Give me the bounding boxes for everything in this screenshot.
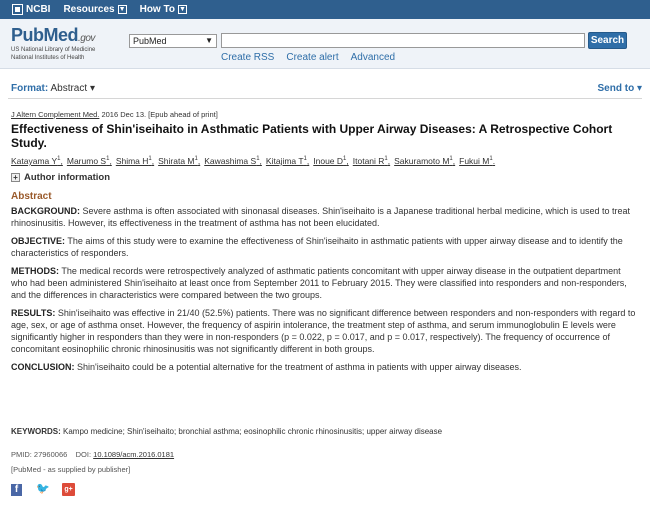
resources-label: Resources xyxy=(63,4,115,15)
brand-subline-2: National Institutes of Health xyxy=(11,55,85,61)
chevron-down-icon: ▼ xyxy=(205,36,213,45)
author-link[interactable]: Marumo $S^1$, xyxy=(66,156,112,166)
section-text: Shin'iseihaito could be a potential alternative for the treatment of asthma in patients with upper airway diseases. xyxy=(77,362,522,372)
section-label: CONCLUSION: xyxy=(11,362,75,372)
search-sublinks xyxy=(221,52,395,63)
abstract-methods xyxy=(11,265,639,301)
section-label: METHODS: xyxy=(11,266,59,276)
format-bar xyxy=(0,80,650,98)
author-link[interactable]: Sakuramoto $M^1$, xyxy=(394,156,456,166)
chevron-down-icon: ▾ xyxy=(636,83,642,94)
pubmed-header xyxy=(0,19,650,69)
author-information-label: Author information xyxy=(24,172,111,183)
section-label: OBJECTIVE: xyxy=(11,236,66,246)
chevron-down-icon: ▼ xyxy=(179,6,186,13)
article-content xyxy=(11,110,639,373)
facebook-icon[interactable]: f xyxy=(11,484,22,496)
chevron-down-icon: ▼ xyxy=(118,6,126,13)
author-link[interactable]: Inoue $D^1$, xyxy=(313,156,349,166)
section-label: BACKGROUND: xyxy=(11,206,80,216)
send-to-menu[interactable] xyxy=(598,83,642,94)
share-buttons xyxy=(11,483,75,496)
author-information-toggle[interactable] xyxy=(11,172,639,183)
journal-link[interactable]: J Altern Complement Med. xyxy=(11,110,100,119)
brand-gov: .gov xyxy=(78,33,95,44)
keywords-text: Kampo medicine; Shin'iseihaito; bronchial asthma; eosinophilic chronic rhinosinusitis; upper airway disease xyxy=(63,427,443,436)
abstract-background xyxy=(11,205,639,229)
howto-menu[interactable] xyxy=(140,4,187,15)
brand-pub: Pub xyxy=(11,25,44,45)
author-link[interactable]: Itotani $R^1$, xyxy=(352,156,391,166)
pubmed-logo[interactable] xyxy=(11,25,95,62)
publication-status: [PubMed - as supplied by publisher] xyxy=(11,465,131,474)
citation xyxy=(11,110,639,119)
pmid-doi xyxy=(11,450,174,459)
ncbi-topbar xyxy=(0,0,650,19)
abstract-conclusion xyxy=(11,361,639,373)
database-selected-value: PubMed xyxy=(133,36,167,46)
section-text: The aims of this study were to examine the effectiveness of Shin'iseihaito in asthmatic patients with upper airway disease and to identify the characteristics of responders. xyxy=(11,236,623,258)
chevron-down-icon: ▾ xyxy=(89,83,95,94)
author-list xyxy=(11,156,639,166)
send-to-label: Send to xyxy=(597,83,635,94)
create-rss-link[interactable]: Create RSS xyxy=(221,52,275,63)
author-link[interactable]: Kawashima $S^1$, xyxy=(204,156,262,166)
brand-med: Med xyxy=(43,25,78,45)
search-button[interactable]: Search xyxy=(588,32,627,49)
expand-icon: + xyxy=(11,173,20,182)
ncbi-home-link[interactable] xyxy=(12,4,50,15)
section-text: Severe asthma is often associated with sinonasal diseases. Shin'iseihaito is a Japanese traditional herbal medicine, which is used to treat rhinosinusitis. However, its effectiveness in the treatment of asthma has not been elucidated. xyxy=(11,206,631,228)
database-select[interactable] xyxy=(129,34,217,48)
howto-label: How To xyxy=(139,4,175,15)
twitter-icon[interactable]: 🐦 xyxy=(36,483,50,495)
abstract-results xyxy=(11,307,639,355)
create-alert-link[interactable]: Create alert xyxy=(286,52,339,63)
keywords-label: KEYWORDS: xyxy=(11,427,61,436)
google-plus-icon[interactable]: g+ xyxy=(62,483,75,496)
section-label: RESULTS: xyxy=(11,308,56,318)
citation-date: 2016 Dec 13. [Epub ahead of print] xyxy=(101,110,218,119)
format-value: Abstract xyxy=(50,83,88,94)
format-label: Format: xyxy=(11,83,49,94)
author-link[interactable]: Kitajima $T^1$, xyxy=(265,156,310,166)
ncbi-label: NCBI xyxy=(26,4,51,15)
author-link[interactable]: Katayama $Y^1$, xyxy=(11,156,63,166)
advanced-search-link[interactable]: Advanced xyxy=(350,52,396,63)
section-text: Shin'iseihaito was effective in 21/40 (52.5%) patients. There was no significant difference between responders and non-responders with regard to age, sex, or age of asthma onset. However, the frequency of aspirin intolerance, the treatment step of asthma, and serum immunoglobulin E levels were significantly higher in responders than they were in non-responders (p = 0.022, p = 0.017, and p = 0.017, respectively). The frequency of occurrence of concomitant eosinophilic chronic rhinosinusitis was not significantly different in both groups. xyxy=(11,308,636,354)
author-link[interactable]: Shima $H^1$, xyxy=(115,156,155,166)
abstract-objective xyxy=(11,235,639,259)
doi-link[interactable]: 10.1089/acm.2016.0181 xyxy=(93,450,175,459)
pmid: PMID: 27960066 xyxy=(11,450,68,459)
keywords xyxy=(11,427,639,436)
article-title: Effectiveness of Shin'iseihaito in Asthmatic Patients with Upper Airway Diseases: A Retrospective Cohort Study. xyxy=(11,122,613,150)
search-input[interactable] xyxy=(221,33,585,48)
abstract-heading: Abstract xyxy=(11,191,52,202)
ncbi-logo-icon xyxy=(12,4,23,15)
section-text: The medical records were retrospectively analyzed of asthmatic patients concomitant with upper airway disease in the outpatient department who had been administered Shin'iseihaito at least once from September 2011 to February 2015. They were classified into responders and non-responders, and the differences in characteristics were compared between the two groups. xyxy=(11,266,627,300)
resources-menu[interactable] xyxy=(63,4,126,15)
divider xyxy=(8,98,642,99)
author-link[interactable]: Fukui $M^1$. xyxy=(459,156,496,166)
author-link[interactable]: Shirata $M^1$, xyxy=(158,156,201,166)
format-selector[interactable] xyxy=(11,83,95,94)
brand-subline-1: US National Library of Medicine xyxy=(11,47,96,53)
doi-label: DOI: xyxy=(75,450,92,459)
